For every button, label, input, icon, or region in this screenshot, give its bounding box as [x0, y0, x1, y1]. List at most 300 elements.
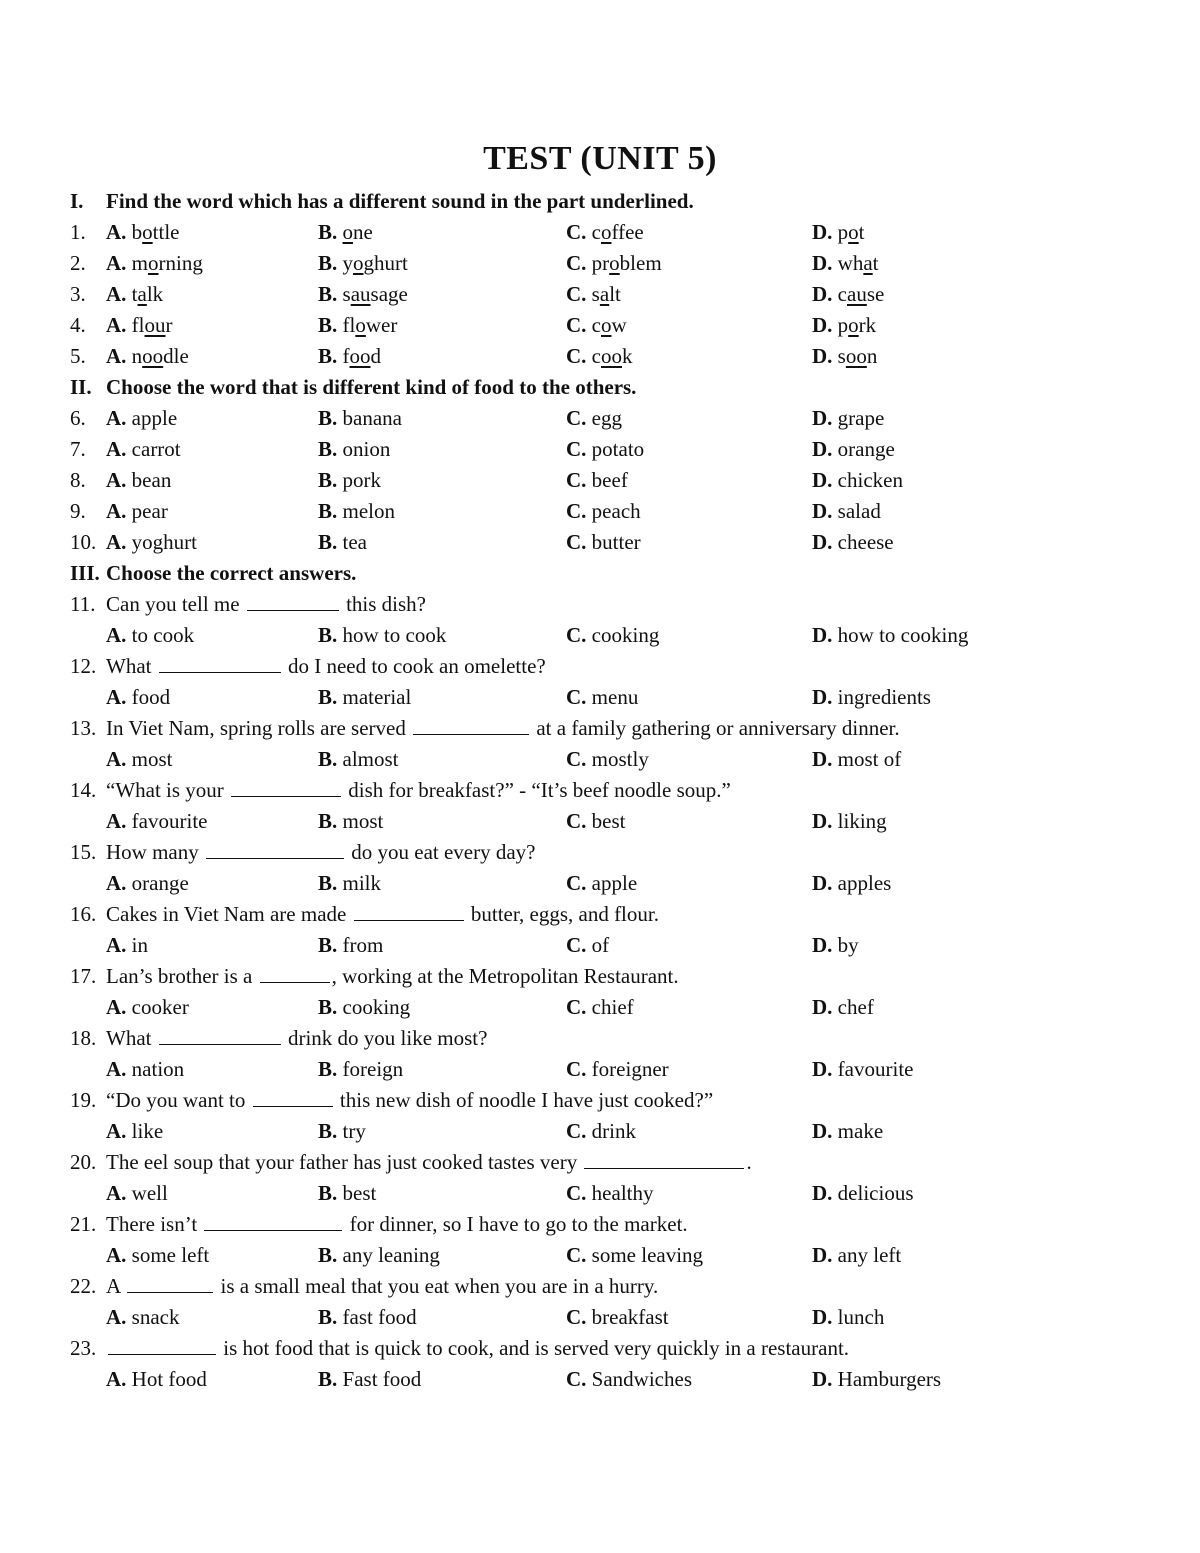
option-letter: B.	[318, 1305, 338, 1329]
option-text: liking	[837, 809, 887, 833]
option-c	[566, 682, 638, 713]
question-number: 17.	[70, 964, 97, 988]
underlined-part: o	[142, 220, 153, 244]
option-word: coffee	[591, 220, 644, 244]
answer-blank	[231, 776, 341, 797]
underlined-part: o	[601, 313, 612, 337]
option-word: flour	[131, 313, 173, 337]
option-a	[106, 930, 148, 961]
option-text: menu	[591, 685, 639, 709]
option-d	[812, 1054, 913, 1085]
question-number: 8.	[70, 468, 86, 492]
option-b	[318, 1054, 403, 1085]
option-text: pork	[342, 468, 382, 492]
option-c	[566, 217, 644, 248]
option-letter: B.	[318, 282, 338, 306]
option-a	[106, 465, 171, 496]
underlined-part: au	[350, 282, 371, 306]
section-instruction: Choose the correct answers.	[106, 561, 357, 585]
underlined-part: ou	[144, 313, 166, 337]
option-a	[106, 744, 173, 775]
option-text: onion	[342, 437, 391, 461]
option-b	[318, 465, 381, 496]
option-text: drink	[591, 1119, 636, 1143]
option-letter: A.	[106, 344, 127, 368]
question-text: Can you tell me this dish?	[106, 592, 426, 616]
option-text: like	[131, 1119, 164, 1143]
option-c	[566, 744, 649, 775]
question-text: Cakes in Viet Nam are made butter, eggs, and flour.	[106, 902, 659, 926]
option-a	[106, 1364, 207, 1395]
option-c	[566, 1364, 692, 1395]
option-text: favourite	[131, 809, 208, 833]
option-word: one	[342, 220, 373, 244]
option-text: beef	[591, 468, 628, 492]
option-letter: A.	[106, 530, 127, 554]
option-word: cook	[591, 344, 633, 368]
option-text: best	[591, 809, 626, 833]
answer-blank	[253, 1086, 333, 1107]
option-d	[812, 744, 901, 775]
option-letter: D.	[812, 499, 833, 523]
option-d	[812, 279, 884, 310]
option-a	[106, 1054, 184, 1085]
option-text: banana	[342, 406, 402, 430]
option-letter: B.	[318, 623, 338, 647]
underlined-part: a	[137, 282, 147, 306]
option-text: orange	[131, 871, 189, 895]
option-letter: D.	[812, 251, 833, 275]
option-letter: A.	[106, 1119, 127, 1143]
option-letter: A.	[106, 406, 127, 430]
option-b	[318, 806, 383, 837]
option-d	[812, 217, 865, 248]
option-text: carrot	[131, 437, 181, 461]
option-letter: A.	[106, 1243, 127, 1267]
option-b	[318, 744, 399, 775]
question-number: 5.	[70, 344, 86, 368]
question-number: 15.	[70, 840, 97, 864]
section-instruction: Choose the word that is different kind of food to the others.	[106, 375, 637, 399]
underlined-part: o	[848, 313, 859, 337]
option-letter: B.	[318, 747, 338, 771]
option-d	[812, 1364, 941, 1395]
option-c	[566, 496, 641, 527]
option-letter: C.	[566, 251, 587, 275]
question-number: 23.	[70, 1336, 97, 1360]
option-letter: D.	[812, 1119, 833, 1143]
option-letter: B.	[318, 251, 338, 275]
option-letter: C.	[566, 685, 587, 709]
option-text: Hamburgers	[837, 1367, 942, 1391]
option-letter: C.	[566, 468, 587, 492]
option-b	[318, 217, 373, 248]
option-b	[318, 1302, 417, 1333]
option-letter: D.	[812, 1367, 833, 1391]
option-word: problem	[591, 251, 662, 275]
option-text: cheese	[837, 530, 894, 554]
option-text: chicken	[837, 468, 903, 492]
option-c	[566, 1054, 669, 1085]
option-letter: B.	[318, 1119, 338, 1143]
option-word: noodle	[131, 344, 189, 368]
option-text: Hot food	[131, 1367, 207, 1391]
option-letter: D.	[812, 1305, 833, 1329]
option-letter: C.	[566, 995, 587, 1019]
option-text: chef	[837, 995, 874, 1019]
option-a	[106, 868, 189, 899]
option-text: snack	[131, 1305, 180, 1329]
option-a	[106, 341, 189, 372]
option-c	[566, 1240, 703, 1271]
option-b	[318, 1178, 376, 1209]
option-text: material	[342, 685, 412, 709]
option-letter: B.	[318, 1057, 338, 1081]
question-number: 4.	[70, 313, 86, 337]
option-c	[566, 1116, 636, 1147]
option-b	[318, 403, 402, 434]
answer-blank	[127, 1272, 213, 1293]
underlined-part: o	[601, 220, 612, 244]
option-letter: C.	[566, 499, 587, 523]
question-number: 6.	[70, 406, 86, 430]
option-text: delicious	[837, 1181, 914, 1205]
answer-blank	[206, 838, 344, 859]
option-d	[812, 868, 891, 899]
question-number: 18.	[70, 1026, 97, 1050]
option-b	[318, 682, 411, 713]
option-letter: A.	[106, 871, 127, 895]
option-text: potato	[591, 437, 645, 461]
underlined-part: a	[599, 282, 610, 306]
option-word: pot	[837, 220, 865, 244]
option-letter: D.	[812, 623, 833, 647]
option-text: apple	[591, 871, 638, 895]
option-letter: D.	[812, 220, 833, 244]
option-a	[106, 992, 189, 1023]
question-number: 21.	[70, 1212, 97, 1236]
question-number: 13.	[70, 716, 97, 740]
option-letter: C.	[566, 1367, 587, 1391]
option-letter: A.	[106, 1181, 127, 1205]
option-word: soon	[837, 344, 878, 368]
option-word: bottle	[131, 220, 180, 244]
answer-blank	[204, 1210, 342, 1231]
answer-blank	[354, 900, 464, 921]
question-text: is hot food that is quick to cook, and is served very quickly in a restaurant.	[106, 1333, 849, 1364]
option-letter: B.	[318, 406, 338, 430]
option-word: morning	[131, 251, 203, 275]
answer-blank	[584, 1148, 744, 1169]
option-letter: B.	[318, 1243, 338, 1267]
question-text: A is a small meal that you eat when you are in a hurry.	[106, 1274, 659, 1298]
option-text: best	[342, 1181, 377, 1205]
option-d	[812, 496, 881, 527]
option-letter: C.	[566, 809, 587, 833]
option-letter: A.	[106, 499, 127, 523]
question-number: 12.	[70, 654, 97, 678]
option-b	[318, 992, 410, 1023]
underlined-part: oo	[142, 344, 164, 368]
option-letter: D.	[812, 1181, 833, 1205]
option-text: Fast food	[342, 1367, 422, 1391]
option-text: most	[342, 809, 384, 833]
option-text: favourite	[837, 1057, 914, 1081]
option-letter: D.	[812, 406, 833, 430]
option-text: some leaving	[591, 1243, 704, 1267]
option-c	[566, 1178, 653, 1209]
option-letter: B.	[318, 809, 338, 833]
option-c	[566, 930, 609, 961]
option-b	[318, 1364, 421, 1395]
option-b	[318, 248, 408, 279]
option-text: bean	[131, 468, 172, 492]
option-text: most of	[837, 747, 902, 771]
option-c	[566, 279, 621, 310]
option-text: any leaning	[342, 1243, 440, 1267]
option-a	[106, 1240, 209, 1271]
option-word: what	[837, 251, 879, 275]
option-letter: A.	[106, 685, 127, 709]
option-letter: A.	[106, 747, 127, 771]
question-number: 9.	[70, 499, 86, 523]
option-text: healthy	[591, 1181, 654, 1205]
answer-blank	[260, 962, 330, 983]
option-b	[318, 868, 381, 899]
option-letter: A.	[106, 809, 127, 833]
option-letter: B.	[318, 313, 338, 337]
answer-blank	[159, 1024, 281, 1045]
question-number: 14.	[70, 778, 97, 802]
option-text: peach	[591, 499, 641, 523]
option-text: salad	[837, 499, 881, 523]
option-text: how to cooking	[837, 623, 969, 647]
option-letter: C.	[566, 1057, 587, 1081]
option-letter: C.	[566, 1243, 587, 1267]
option-c	[566, 992, 634, 1023]
option-b	[318, 930, 383, 961]
option-a	[106, 620, 194, 651]
option-a	[106, 496, 168, 527]
section-number: II.	[70, 375, 92, 399]
option-b	[318, 279, 408, 310]
option-text: to cook	[131, 623, 195, 647]
option-d	[812, 527, 894, 558]
option-a	[106, 1302, 180, 1333]
underlined-part: oo	[349, 344, 371, 368]
option-d	[812, 465, 903, 496]
option-text: milk	[342, 871, 382, 895]
option-letter: A.	[106, 468, 127, 492]
option-letter: D.	[812, 344, 833, 368]
answer-blank	[108, 1334, 216, 1355]
option-letter: B.	[318, 685, 338, 709]
option-text: of	[591, 933, 610, 957]
option-text: grape	[837, 406, 885, 430]
option-letter: B.	[318, 530, 338, 554]
option-letter: C.	[566, 282, 587, 306]
option-a	[106, 217, 180, 248]
option-letter: C.	[566, 530, 587, 554]
option-c	[566, 806, 626, 837]
option-text: Sandwiches	[591, 1367, 692, 1391]
option-letter: D.	[812, 685, 833, 709]
page-title: TEST (UNIT 5)	[483, 140, 717, 177]
option-letter: D.	[812, 1243, 833, 1267]
option-letter: C.	[566, 933, 587, 957]
option-letter: B.	[318, 468, 338, 492]
option-b	[318, 310, 397, 341]
option-letter: A.	[106, 220, 127, 244]
option-a	[106, 806, 207, 837]
option-text: pear	[131, 499, 168, 523]
option-b	[318, 496, 395, 527]
option-letter: A.	[106, 1057, 127, 1081]
option-c	[566, 465, 628, 496]
option-text: cooking	[591, 623, 660, 647]
question-text: Lan’s brother is a , working at the Metropolitan Restaurant.	[106, 964, 679, 988]
option-text: nation	[131, 1057, 185, 1081]
option-a	[106, 434, 181, 465]
option-d	[812, 403, 884, 434]
option-text: melon	[342, 499, 396, 523]
underlined-part: oo	[845, 344, 867, 368]
option-letter: D.	[812, 468, 833, 492]
option-text: chief	[591, 995, 634, 1019]
option-text: foreigner	[591, 1057, 669, 1081]
option-d	[812, 682, 931, 713]
option-letter: D.	[812, 282, 833, 306]
option-word: food	[342, 344, 382, 368]
option-letter: A.	[106, 1367, 127, 1391]
option-d	[812, 1302, 884, 1333]
underlined-part: o	[848, 220, 859, 244]
option-d	[812, 930, 859, 961]
option-text: well	[131, 1181, 168, 1205]
option-letter: D.	[812, 313, 833, 337]
option-text: any left	[837, 1243, 902, 1267]
option-text: butter	[591, 530, 641, 554]
option-letter: D.	[812, 995, 833, 1019]
option-text: foreign	[342, 1057, 404, 1081]
option-word: yoghurt	[342, 251, 408, 275]
option-c	[566, 434, 644, 465]
option-letter: A.	[106, 282, 127, 306]
option-text: orange	[837, 437, 895, 461]
question-text: “Do you want to this new dish of noodle I have just cooked?”	[106, 1088, 714, 1112]
option-text: in	[131, 933, 149, 957]
option-d	[812, 992, 874, 1023]
option-a	[106, 682, 170, 713]
question-number: 22.	[70, 1274, 97, 1298]
option-text: by	[837, 933, 859, 957]
option-letter: B.	[318, 437, 338, 461]
option-b	[318, 1240, 440, 1271]
option-d	[812, 1178, 914, 1209]
option-text: lunch	[837, 1305, 885, 1329]
underlined-part: o	[342, 220, 354, 244]
option-a	[106, 403, 177, 434]
underlined-part: oo	[601, 344, 622, 368]
option-letter: B.	[318, 933, 338, 957]
underlined-part: au	[847, 282, 867, 306]
option-letter: A.	[106, 251, 127, 275]
option-text: most	[131, 747, 173, 771]
section-number: III.	[70, 561, 100, 585]
option-text: egg	[591, 406, 622, 430]
option-c	[566, 248, 662, 279]
option-letter: B.	[318, 344, 338, 368]
option-text: some left	[131, 1243, 210, 1267]
option-letter: C.	[566, 313, 587, 337]
option-letter: B.	[318, 499, 338, 523]
option-word: sausage	[342, 282, 408, 306]
option-letter: A.	[106, 313, 127, 337]
option-d	[812, 434, 895, 465]
option-text: apples	[837, 871, 892, 895]
underlined-part: o	[148, 251, 159, 275]
option-letter: C.	[566, 344, 587, 368]
option-text: apple	[131, 406, 178, 430]
option-text: almost	[342, 747, 399, 771]
question-text: In Viet Nam, spring rolls are served at a family gathering or anniversary dinner.	[106, 716, 900, 740]
option-word: talk	[131, 282, 164, 306]
question-number: 1.	[70, 220, 86, 244]
underlined-part: o	[353, 251, 364, 275]
option-letter: B.	[318, 995, 338, 1019]
question-text: “What is your dish for breakfast?” - “It’s beef noodle soup.”	[106, 778, 731, 802]
option-b	[318, 1116, 366, 1147]
option-letter: B.	[318, 1367, 338, 1391]
option-a	[106, 1178, 168, 1209]
option-letter: A.	[106, 437, 127, 461]
option-a	[106, 279, 163, 310]
answer-blank	[159, 652, 281, 673]
option-letter: C.	[566, 1181, 587, 1205]
option-word: pork	[837, 313, 877, 337]
question-number: 20.	[70, 1150, 97, 1174]
option-a	[106, 248, 203, 279]
option-letter: D.	[812, 871, 833, 895]
answer-blank	[247, 590, 339, 611]
question-text: How many do you eat every day?	[106, 840, 536, 864]
option-d	[812, 310, 876, 341]
question-text: What do I need to cook an omelette?	[106, 654, 546, 678]
question-number: 7.	[70, 437, 86, 461]
question-number: 10.	[70, 530, 97, 554]
option-word: salt	[591, 282, 621, 306]
option-letter: D.	[812, 747, 833, 771]
option-text: mostly	[591, 747, 649, 771]
question-number: 19.	[70, 1088, 97, 1112]
underlined-part: a	[863, 251, 873, 275]
option-letter: B.	[318, 871, 338, 895]
option-word: cow	[591, 313, 627, 337]
option-letter: B.	[318, 220, 338, 244]
option-b	[318, 620, 446, 651]
question-number: 3.	[70, 282, 86, 306]
option-text: how to cook	[342, 623, 447, 647]
option-word: flower	[342, 313, 398, 337]
question-number: 2.	[70, 251, 86, 275]
option-letter: C.	[566, 406, 587, 430]
option-letter: A.	[106, 623, 127, 647]
option-b	[318, 527, 367, 558]
option-letter: B.	[318, 1181, 338, 1205]
option-a	[106, 527, 197, 558]
option-letter: D.	[812, 437, 833, 461]
option-c	[566, 341, 633, 372]
